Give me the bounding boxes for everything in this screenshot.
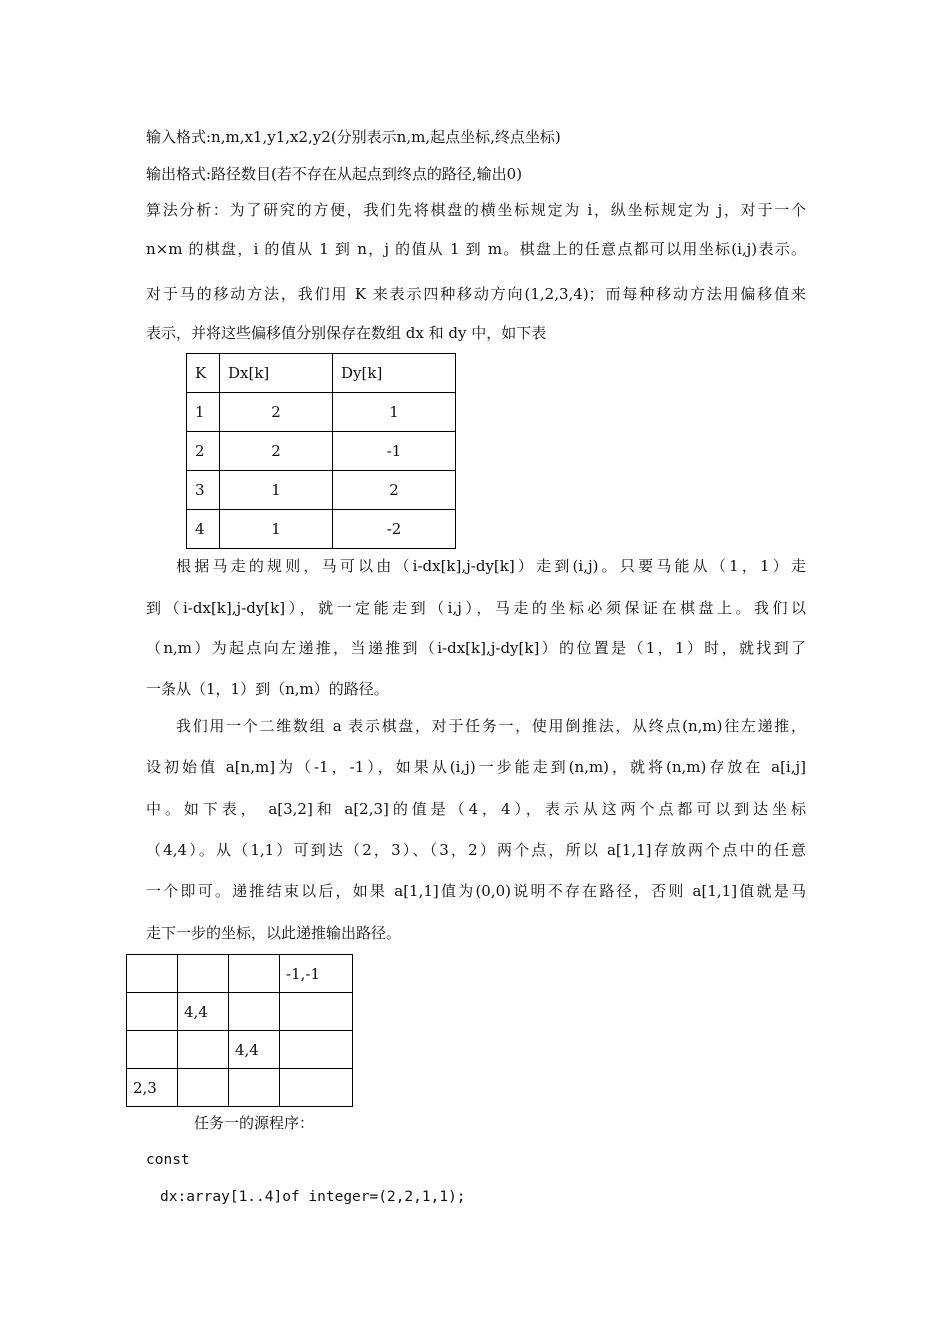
- cell-k: 3: [187, 471, 220, 510]
- table-row: [187, 471, 456, 510]
- board-cell: [229, 955, 280, 993]
- header-dx: Dx[k]: [220, 354, 333, 393]
- board-cell: [127, 993, 178, 1031]
- algorithm-line-2: n×m 的棋盘，i 的值从 1 到 n，j 的值从 1 到 m。棋盘上的任意点都可以用坐标(i,j)表示。: [146, 240, 806, 258]
- board-cell: 4,4: [229, 1031, 280, 1069]
- board-table: [126, 954, 353, 1107]
- table-row: [127, 1031, 353, 1069]
- table-row: [187, 432, 456, 471]
- cell-dy: 2: [333, 471, 456, 510]
- board-cell: [178, 1031, 229, 1069]
- output-format-line: 输出格式:路径数目(若不存在从起点到终点的路径,输出0): [146, 165, 523, 183]
- board-cell: [280, 1069, 353, 1107]
- cell-dx: 2: [220, 432, 333, 471]
- table-row: [127, 993, 353, 1031]
- board-cell: [280, 1031, 353, 1069]
- rule-line-2: 到（i-dx[k],j-dy[k]），就一定能走到（i,j），马走的坐标必须保证在棋盘上。我们以: [146, 599, 806, 617]
- algorithm-line-1: 算法分析：为了研究的方便，我们先将棋盘的横坐标规定为 i，纵坐标规定为 j，对于一个: [146, 201, 806, 219]
- board-cell: -1,-1: [280, 955, 353, 993]
- rule-line-1: 根据马走的规则，马可以由（i-dx[k],j-dy[k]）走到(i,j)。只要马能从（1，1）走: [176, 557, 806, 575]
- code-line-2: dx:array[1..4]of integer=(2,2,1,1);: [160, 1189, 466, 1205]
- cell-dy: 1: [333, 393, 456, 432]
- table-row: [127, 955, 353, 993]
- rule-line-3: （n,m）为起点向左递推，当递推到（i-dx[k],j-dy[k]）的位置是（1，1）时，就找到了: [146, 639, 806, 657]
- cell-k: 4: [187, 510, 220, 549]
- board-cell: [280, 993, 353, 1031]
- board-cell: [178, 955, 229, 993]
- board-cell: [229, 993, 280, 1031]
- array-line-1: 我们用一个二维数组 a 表示棋盘，对于任务一，使用倒推法，从终点(n,m)往左递推，: [176, 717, 806, 735]
- header-k: K: [187, 354, 220, 393]
- rule-line-4: 一条从（1，1）到（n,m）的路径。: [146, 680, 389, 698]
- board-cell: [178, 1069, 229, 1107]
- input-format-line: 输入格式:n,m,x1,y1,x2,y2(分别表示n,m,起点坐标,终点坐标): [146, 128, 561, 146]
- board-cell: [229, 1069, 280, 1107]
- source-title: 任务一的源程序：: [194, 1114, 315, 1132]
- cell-k: 1: [187, 393, 220, 432]
- array-line-6: 走下一步的坐标，以此递推输出路径。: [146, 924, 402, 942]
- table-row: [187, 393, 456, 432]
- offset-table: [186, 353, 456, 549]
- algorithm-line-3: 对于马的移动方法，我们用 K 来表示四种移动方向(1,2,3,4)；而每种移动方法用偏移值来: [146, 285, 806, 303]
- cell-dy: -2: [333, 510, 456, 549]
- array-line-2: 设初始值 a[n,m]为（-1，-1），如果从(i,j)一步能走到(n,m)，就将(n,m)存放在 a[i,j]: [146, 758, 806, 776]
- code-line-1: const: [146, 1152, 190, 1168]
- table-row: [187, 510, 456, 549]
- board-cell: [127, 1031, 178, 1069]
- array-line-3: 中。如下表， a[3,2]和 a[2,3]的值是（4，4），表示从这两个点都可以到达坐标: [146, 800, 806, 818]
- board-cell: [127, 955, 178, 993]
- cell-dy: -1: [333, 432, 456, 471]
- header-dy: Dy[k]: [333, 354, 456, 393]
- offset-table-header: [187, 354, 456, 393]
- cell-dx: 1: [220, 471, 333, 510]
- array-line-5: 一个即可。递推结束以后，如果 a[1,1]值为(0,0)说明不存在路径，否则 a[1,1]值就是马: [146, 882, 806, 900]
- algorithm-line-4: 表示，并将这些偏移值分别保存在数组 dx 和 dy 中，如下表: [146, 324, 547, 342]
- cell-dx: 2: [220, 393, 333, 432]
- cell-dx: 1: [220, 510, 333, 549]
- table-row: [127, 1069, 353, 1107]
- board-cell: 4,4: [178, 993, 229, 1031]
- cell-k: 2: [187, 432, 220, 471]
- array-line-4: （4,4）。从（1,1）可到达（2，3）、（3，2）两个点，所以 a[1,1]存放两个点中的任意: [146, 841, 806, 859]
- board-cell: 2,3: [127, 1069, 178, 1107]
